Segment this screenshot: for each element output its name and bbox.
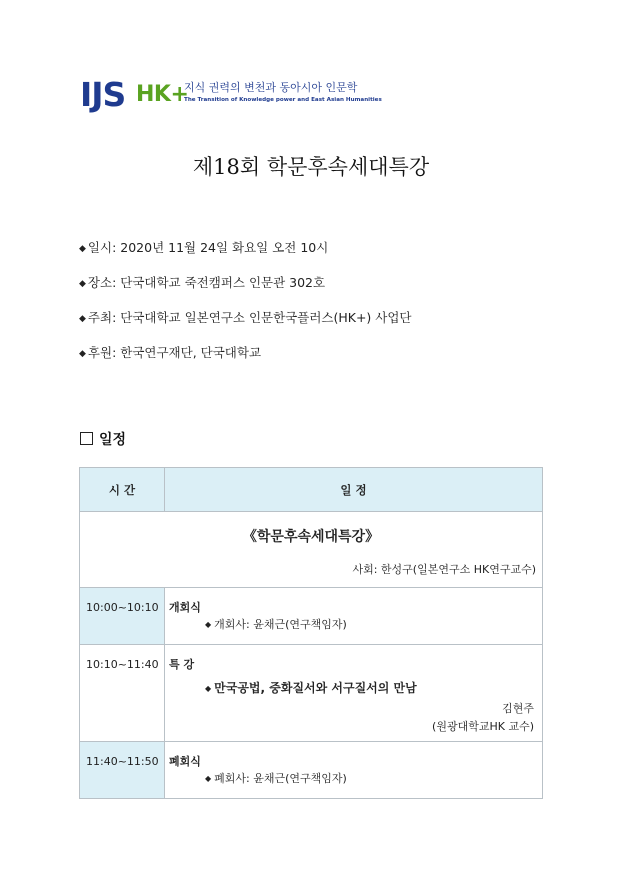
speaker-affiliation: (원광대학교HK 교수) <box>432 720 534 733</box>
lecture-topic <box>205 679 417 699</box>
schedule-heading <box>80 430 126 450</box>
table-row <box>80 588 543 645</box>
table-row <box>80 742 543 799</box>
event-info <box>79 238 549 378</box>
info-sponsor <box>79 343 549 378</box>
info-date <box>79 238 549 273</box>
time-cell: 11:40~11:50 <box>80 742 165 799</box>
table-header-row <box>80 468 543 512</box>
event-cell <box>165 742 543 799</box>
logo-korean-text: 지식 권력의 변천과 동아시아 인문학 <box>184 81 358 94</box>
header-event: 일 정 <box>165 468 543 512</box>
logo-english-text: The Transition of Knowledge power and East Asian Humanities <box>184 97 382 103</box>
header-time: 시 간 <box>80 468 165 512</box>
logo <box>80 75 382 114</box>
moderator: 사회: 한성구(일본연구소 HK연구교수) <box>352 563 536 576</box>
event-detail-text: 개회사: 윤채근(연구책임자) <box>214 618 347 631</box>
bullet-icon: ◆ <box>205 774 212 783</box>
time-cell: 10:00~10:10 <box>80 588 165 645</box>
table-row <box>80 512 543 588</box>
time-cell: 10:10~11:40 <box>80 645 165 742</box>
lecture-series-title: 《학문후속세대특강》 <box>242 529 380 545</box>
bullet-icon: ◆ <box>79 314 86 324</box>
event-detail <box>205 617 347 634</box>
lecture-topic-text: 만국공법, 중화질서와 서구질서의 만남 <box>214 681 417 695</box>
event-name: 특 강 <box>169 658 195 671</box>
info-host <box>79 308 549 343</box>
logo-hk: HK+ <box>136 82 189 107</box>
lecture-title-cell <box>80 512 543 588</box>
info-host-text: 주최: 단국대학교 일본연구소 인문한국플러스(HK+) 사업단 <box>87 310 412 325</box>
logo-mark: IJS <box>80 75 126 114</box>
schedule-heading-text: 일정 <box>99 432 127 448</box>
info-date-text: 일시: 2020년 11월 24일 화요일 오전 10시 <box>87 240 329 255</box>
info-venue-text: 장소: 단국대학교 죽전캠퍼스 인문관 302호 <box>87 275 326 290</box>
info-sponsor-text: 후원: 한국연구재단, 단국대학교 <box>87 345 262 360</box>
event-name: 개회식 <box>169 601 201 614</box>
table-row <box>80 645 543 742</box>
bullet-icon: ◆ <box>205 620 212 629</box>
bullet-icon: ◆ <box>79 279 86 289</box>
event-name: 폐회식 <box>169 755 201 768</box>
event-cell <box>165 645 543 742</box>
schedule-table <box>79 467 543 799</box>
event-detail <box>205 771 347 788</box>
bullet-icon: ◆ <box>79 244 86 254</box>
speaker-name: 김현주 <box>502 702 534 715</box>
page-title: 제18회 학문후속세대특강 <box>192 155 430 179</box>
bullet-icon: ◆ <box>205 684 212 693</box>
event-detail-text: 폐회사: 윤채근(연구책임자) <box>214 772 347 785</box>
info-venue <box>79 273 549 308</box>
bullet-icon: ◆ <box>79 349 86 359</box>
event-cell <box>165 588 543 645</box>
checkbox-square-icon <box>80 432 93 445</box>
